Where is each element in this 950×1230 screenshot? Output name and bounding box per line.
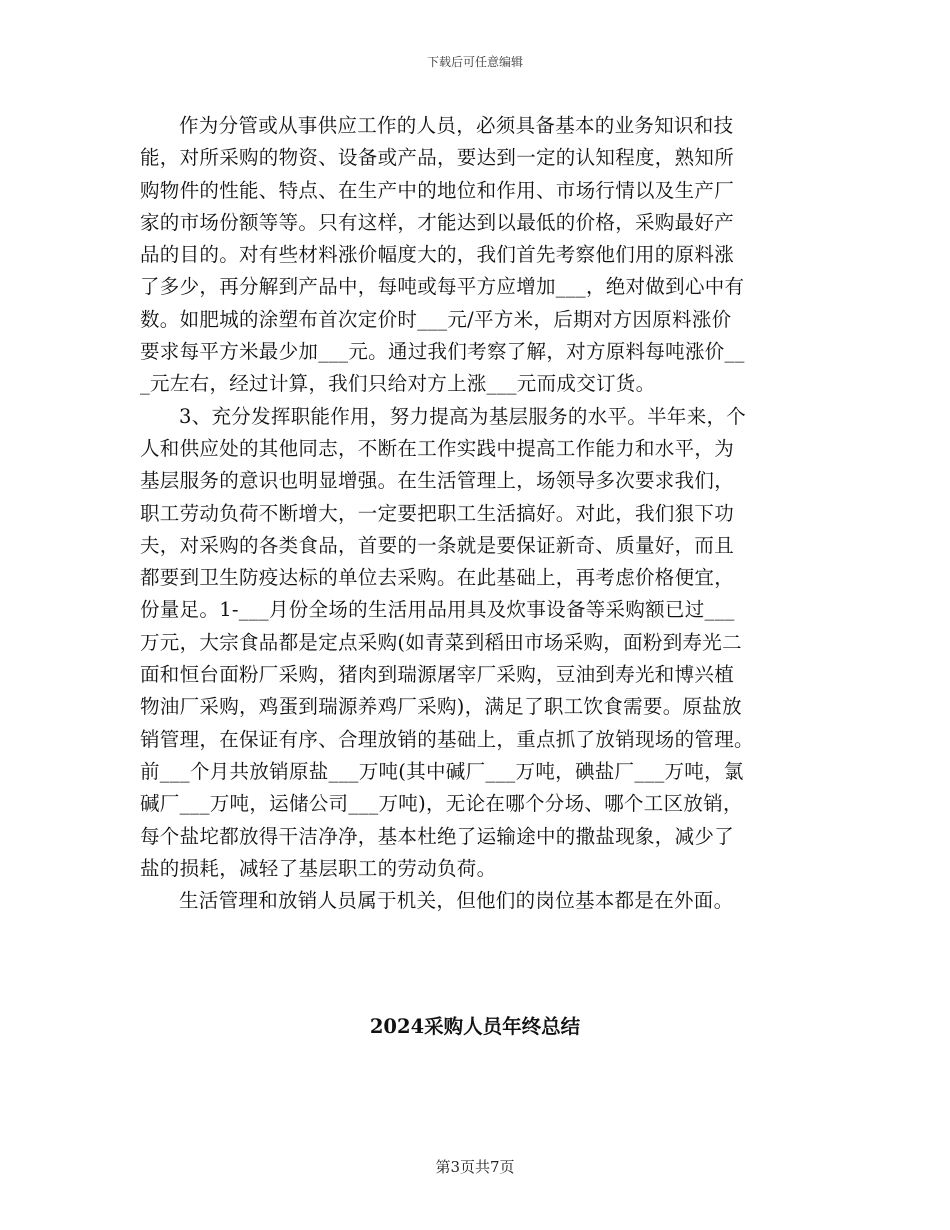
text-line: 万元，大宗食品都是定点采购(如青菜到稻田市场采购，面粉到寿光二: [140, 630, 742, 654]
text-line: 作为分管或从事供应工作的人员，必须具备基本的业务知识和技: [179, 114, 734, 137]
text-line: 物油厂采购，鸡蛋到瑞源养鸡厂采购)，满足了职工饮食需要。原盐放: [140, 695, 742, 719]
text-line: 购物件的性能、特点、在生产中的地位和作用、市场行情以及生产厂: [140, 178, 735, 202]
text-line: 销管理，在保证有序、合理放销的基础上，重点抓了放销现场的管理。: [140, 727, 754, 751]
page-number: 第3页共7页: [435, 1158, 515, 1176]
text-line: 职工劳动负荷不断增大，一定要把职工生活搞好。对此，我们狠下功: [140, 501, 735, 525]
text-line: 生活管理和放销人员属于机关，但他们的岗位基本都是在外面。: [179, 889, 734, 913]
text-line: 品的目的。对有些材料涨价幅度大的，我们首先考察他们用的原料涨: [140, 243, 735, 267]
text-line: 前___个月共放销原盐___万吨(其中碱厂___万吨，碘盐厂___万吨，氯: [140, 759, 744, 783]
text-line: 碱厂___万吨，运储公司___万吨)，无论在哪个分场、哪个工区放销，: [140, 792, 743, 816]
text-line: 基层服务的意识也明显增强。在生活管理上，场领导多次要求我们，: [140, 469, 735, 493]
document-body: [140, 110, 810, 917]
text-line: 要求每平方米最少加___元。通过我们考察了解，对方原料每吨涨价__: [140, 340, 745, 364]
text-line: 数。如肥城的涂塑布首次定价时___元/平方米，后期对方因原料涨价: [140, 307, 732, 331]
text-line: 每个盐坨都放得干洁净净，基本杜绝了运输途中的撒盐现象，减少了: [140, 824, 735, 848]
section-title: 2024采购人员年终总结: [369, 1015, 581, 1038]
paragraph-procurement-knowledge: [140, 110, 810, 401]
text-line: 份量足。1-___月份全场的生活用品用具及炊事设备等采购额已过___: [140, 598, 735, 622]
text-line: 夫，对采购的各类食品，首要的一条就是要保证新奇、质量好，而且: [140, 533, 735, 557]
text-line: 盐的损耗，减轻了基层职工的劳动负荷。: [140, 856, 497, 880]
text-line: 家的市场份额等等。只有这样，才能达到以最低的价格，采购最好产: [140, 210, 735, 234]
text-line: 面和恒台面粉厂采购，猪肉到瑞源屠宰厂采购，豆油到寿光和博兴植: [140, 663, 735, 687]
page-header: 下载后可任意编辑: [426, 55, 523, 69]
text-line: 3、充分发挥职能作用，努力提高为基层服务的水平。半年来，个: [179, 404, 747, 428]
paragraph-service-level: [140, 401, 810, 885]
text-line: 都要到卫生防疫达标的单位去采购。在此基础上，再考虑价格便宜，: [140, 566, 735, 590]
text-line: 能，对所采购的物资、设备或产品，要达到一定的认知程度，熟知所: [140, 146, 735, 170]
text-line: _元左右，经过计算，我们只给对方上涨___元而成交订货。: [140, 372, 656, 396]
paragraph-staff-note: [140, 885, 810, 917]
text-line: 了多少，再分解到产品中，每吨或每平方应增加___，绝对做到心中有: [140, 275, 745, 299]
text-line: 人和供应处的其他同志，不断在工作实践中提高工作能力和水平，为: [140, 436, 735, 460]
